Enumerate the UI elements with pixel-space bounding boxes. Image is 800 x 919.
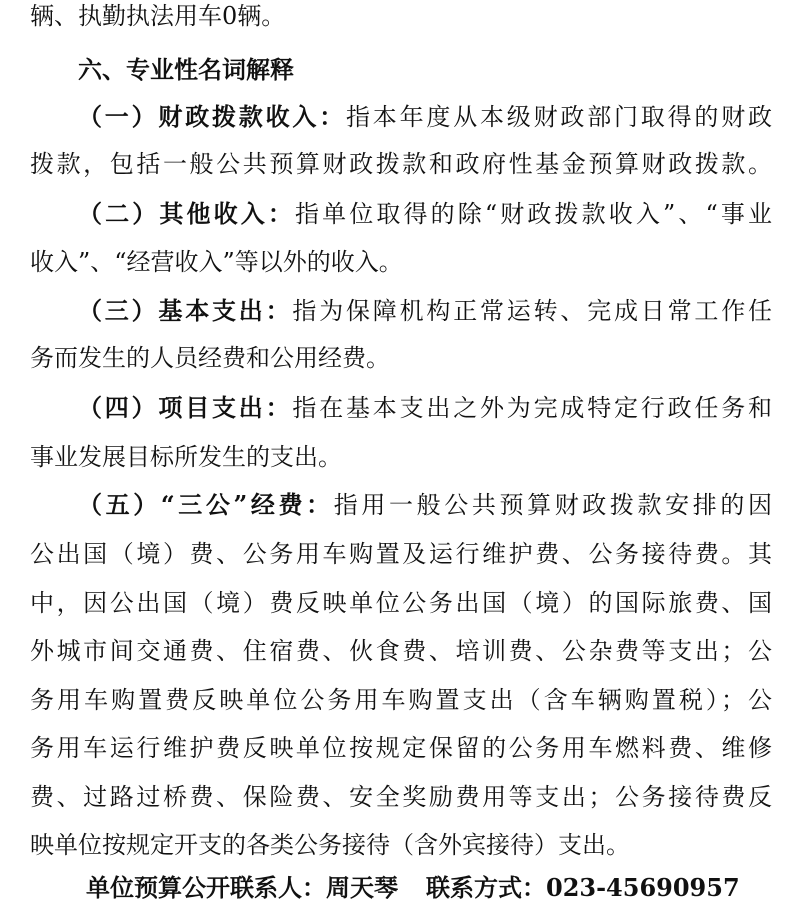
section-heading: 六、专业性名词解释 <box>78 55 294 84</box>
definition-item-5-line: 中，因公出国（境）费反映单位公务出国（境）的国际旅费、国 <box>30 589 772 617</box>
definition-item-1-line-2: 拨款，包括一般公共预算财政拨款和政府性基金预算财政拨款。 <box>30 150 772 178</box>
definition-text: 指用一般公共预算财政拨款安排的因 <box>333 491 772 519</box>
definition-term: （三）基本支出： <box>78 296 293 325</box>
definition-item-4-line-2: 事业发展目标所发生的支出。 <box>30 443 342 471</box>
definition-term: （一）财政拨款收入： <box>78 102 346 131</box>
definition-item-2-line-1 <box>78 200 772 228</box>
definition-item-5-line-1 <box>78 491 772 519</box>
definition-item-5-line: 映单位按规定开支的各类公务接待（含外宾接待）支出。 <box>30 831 630 859</box>
definition-item-3-line-2: 务而发生的人员经费和公用经费。 <box>30 344 390 372</box>
definition-item-1-line-1 <box>78 103 772 131</box>
contact-line <box>86 874 766 902</box>
definition-term: （四）项目支出： <box>78 393 293 422</box>
definition-item-2-line-2: 收入”、“经营收入”等以外的收入。 <box>30 248 403 276</box>
text-line: 辆、执勤执法用车0辆。 <box>30 2 286 30</box>
definition-item-5-line: 务用车购置费反映单位公务用车购置支出（含车辆购置税）；公 <box>30 686 772 714</box>
definition-item-5-line: 费、过路过桥费、保险费、安全奖励费用等支出；公务接待费反 <box>30 783 772 811</box>
contact-person-name: 周天琴 <box>326 873 398 902</box>
definition-item-5-line: 务用车运行维护费反映单位按规定保留的公务用车燃料费、维修 <box>30 734 772 762</box>
contact-phone: 023-45690957 <box>546 873 740 902</box>
definition-text: 指本年度从本级财政部门取得的财政 <box>346 103 772 131</box>
definition-item-5-line: 外城市间交通费、住宿费、伙食费、培训费、公杂费等支出；公 <box>30 637 772 665</box>
definition-term: （五）“三公”经费： <box>78 490 334 519</box>
definition-term: （二）其他收入： <box>78 199 295 228</box>
definition-text: 指在基本支出之外为完成特定行政任务和 <box>292 394 773 422</box>
definition-item-5-line: 公出国（境）费、公务用车购置及运行维护费、公务接待费。其 <box>30 540 772 568</box>
contact-person-label: 单位预算公开联系人： <box>86 873 326 902</box>
definition-text: 指为保障机构正常运转、完成日常工作任 <box>292 297 773 325</box>
definition-item-4-line-1 <box>78 394 772 422</box>
contact-phone-label: 联系方式： <box>426 873 546 902</box>
definition-text: 指单位取得的除“财政拨款收入”、“事业 <box>294 200 772 228</box>
definition-item-3-line-1 <box>78 297 772 325</box>
